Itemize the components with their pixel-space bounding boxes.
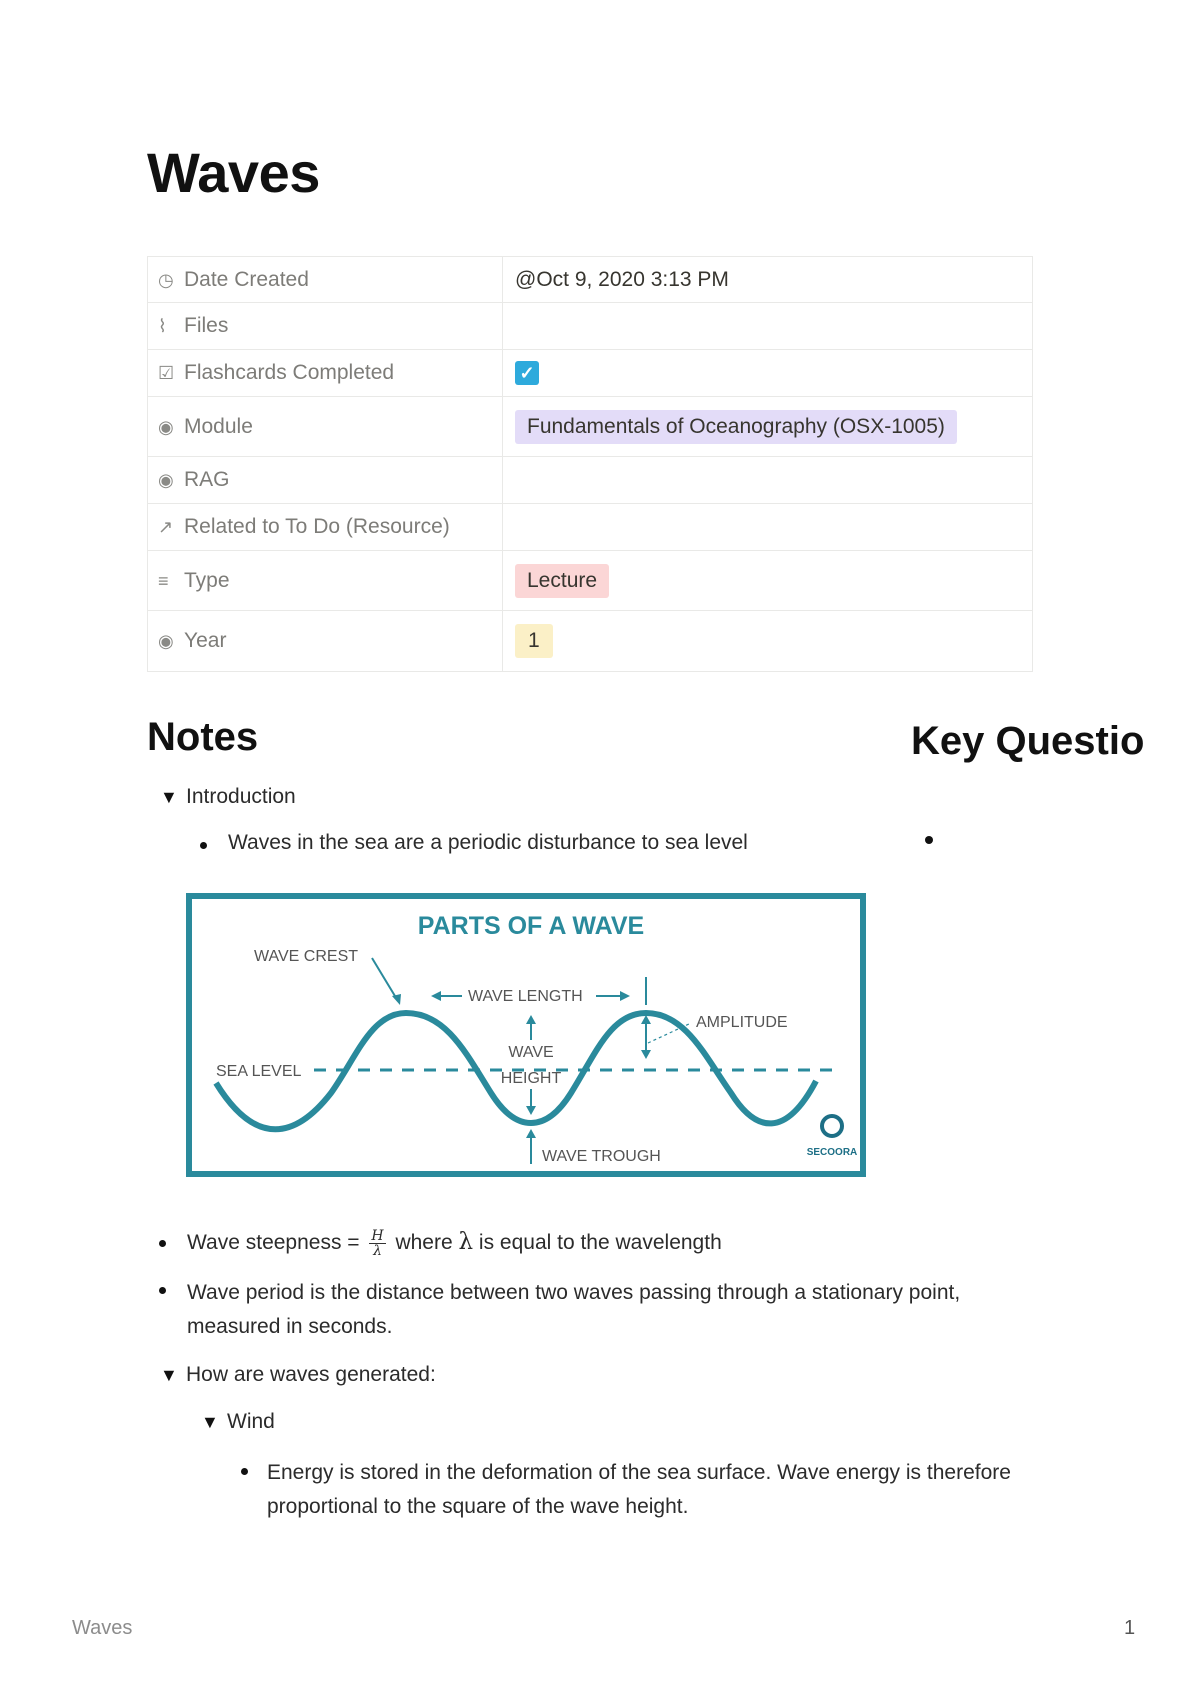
property-label: Flashcards Completed xyxy=(184,361,395,384)
energy-bullet: Energy is stored in the deformation of the sea surface. Wave energy is therefore proportional to the square of the wave height. xyxy=(267,1461,1011,1518)
steepness-prefix: Wave steepness = xyxy=(187,1231,366,1255)
wave-height-label-2: HEIGHT xyxy=(500,1070,562,1087)
fraction-numerator: H xyxy=(371,1228,384,1244)
property-row-type xyxy=(148,551,1033,611)
property-row-flashcards xyxy=(148,350,1033,397)
list-icon: ≡ xyxy=(158,570,169,591)
page-title: Waves xyxy=(147,141,320,204)
property-row-module xyxy=(148,397,1033,457)
key-questions-bullet xyxy=(925,836,933,844)
property-row-files xyxy=(148,303,1033,350)
secoora-logo-text: SECOORA xyxy=(806,1147,858,1158)
key-questions-heading: Key Questio xyxy=(911,719,1145,763)
year-tag[interactable]: 1 xyxy=(515,624,553,658)
page-number: 1 xyxy=(1124,1617,1136,1639)
property-label: Related to To Do (Resource) xyxy=(184,515,450,538)
bullet-icon xyxy=(200,842,207,849)
property-label: Module xyxy=(184,414,253,438)
toggle-triangle-icon: ▼ xyxy=(160,1365,178,1385)
toggle-label: How are waves generated: xyxy=(186,1363,436,1386)
toggle-label: Introduction xyxy=(186,785,296,808)
properties-table xyxy=(147,256,1033,672)
toggle-how-generated[interactable] xyxy=(160,1363,436,1387)
wave-crest-label: WAVE CREST xyxy=(254,948,359,965)
select-icon: ◉ xyxy=(158,470,174,490)
wave-height-label-1: WAVE xyxy=(508,1044,554,1061)
rag-value[interactable] xyxy=(503,457,1033,504)
property-label: Year xyxy=(184,629,227,652)
toggle-triangle-icon: ▼ xyxy=(160,787,178,807)
steepness-suffix: is equal to the wavelength xyxy=(473,1231,722,1255)
steepness-fraction xyxy=(369,1229,385,1258)
bullet-icon xyxy=(241,1468,248,1475)
flashcards-checkbox[interactable]: ✓ xyxy=(515,361,539,385)
select-icon: ◉ xyxy=(158,416,174,437)
wave-length-label: WAVE LENGTH xyxy=(468,988,583,1005)
parts-of-a-wave-diagram xyxy=(186,893,866,1177)
date-created-value: @Oct 9, 2020 3:13 PM xyxy=(515,267,729,291)
steepness-where: where xyxy=(389,1231,459,1255)
intro-bullet-text: Waves in the sea are a periodic disturbance to sea level xyxy=(228,831,748,854)
footer-title: Waves xyxy=(72,1617,133,1639)
property-row-year xyxy=(148,611,1033,672)
related-value[interactable] xyxy=(503,504,1033,551)
relation-arrow-icon: ↗ xyxy=(158,517,174,537)
wave-period-bullet: Wave period is the distance between two waves passing through a stationary point, measured in seconds. xyxy=(187,1281,961,1338)
module-tag[interactable]: Fundamentals of Oceanography (OSX-1005) xyxy=(515,410,957,444)
toggle-label: Wind xyxy=(227,1410,275,1433)
paperclip-icon: ⌇ xyxy=(158,316,167,336)
property-label: Type xyxy=(184,568,230,592)
bullet-icon xyxy=(159,1240,166,1247)
property-label: Date Created xyxy=(184,267,309,291)
toggle-wind[interactable] xyxy=(201,1410,275,1434)
type-tag[interactable]: Lecture xyxy=(515,564,609,598)
property-row-related xyxy=(148,504,1033,551)
files-value[interactable] xyxy=(503,303,1033,350)
amplitude-label: AMPLITUDE xyxy=(696,1014,788,1031)
property-row-rag xyxy=(148,457,1033,504)
toggle-introduction[interactable] xyxy=(160,785,296,809)
lambda-symbol: λ xyxy=(458,1229,474,1256)
sea-level-label: SEA LEVEL xyxy=(216,1063,302,1080)
wave-trough-label: WAVE TROUGH xyxy=(542,1148,661,1165)
property-row-date-created xyxy=(148,257,1033,303)
notes-heading: Notes xyxy=(147,715,259,759)
toggle-triangle-icon: ▼ xyxy=(201,1412,219,1432)
bullet-icon xyxy=(159,1287,166,1294)
select-icon: ◉ xyxy=(158,631,174,651)
property-label: Files xyxy=(184,314,229,337)
diagram-title: PARTS OF A WAVE xyxy=(417,912,645,940)
property-label: RAG xyxy=(184,468,230,491)
steepness-bullet xyxy=(187,1229,722,1258)
clock-icon: ◷ xyxy=(158,269,174,290)
checkbox-icon: ☑ xyxy=(158,363,175,383)
fraction-denominator: λ xyxy=(373,1243,382,1259)
